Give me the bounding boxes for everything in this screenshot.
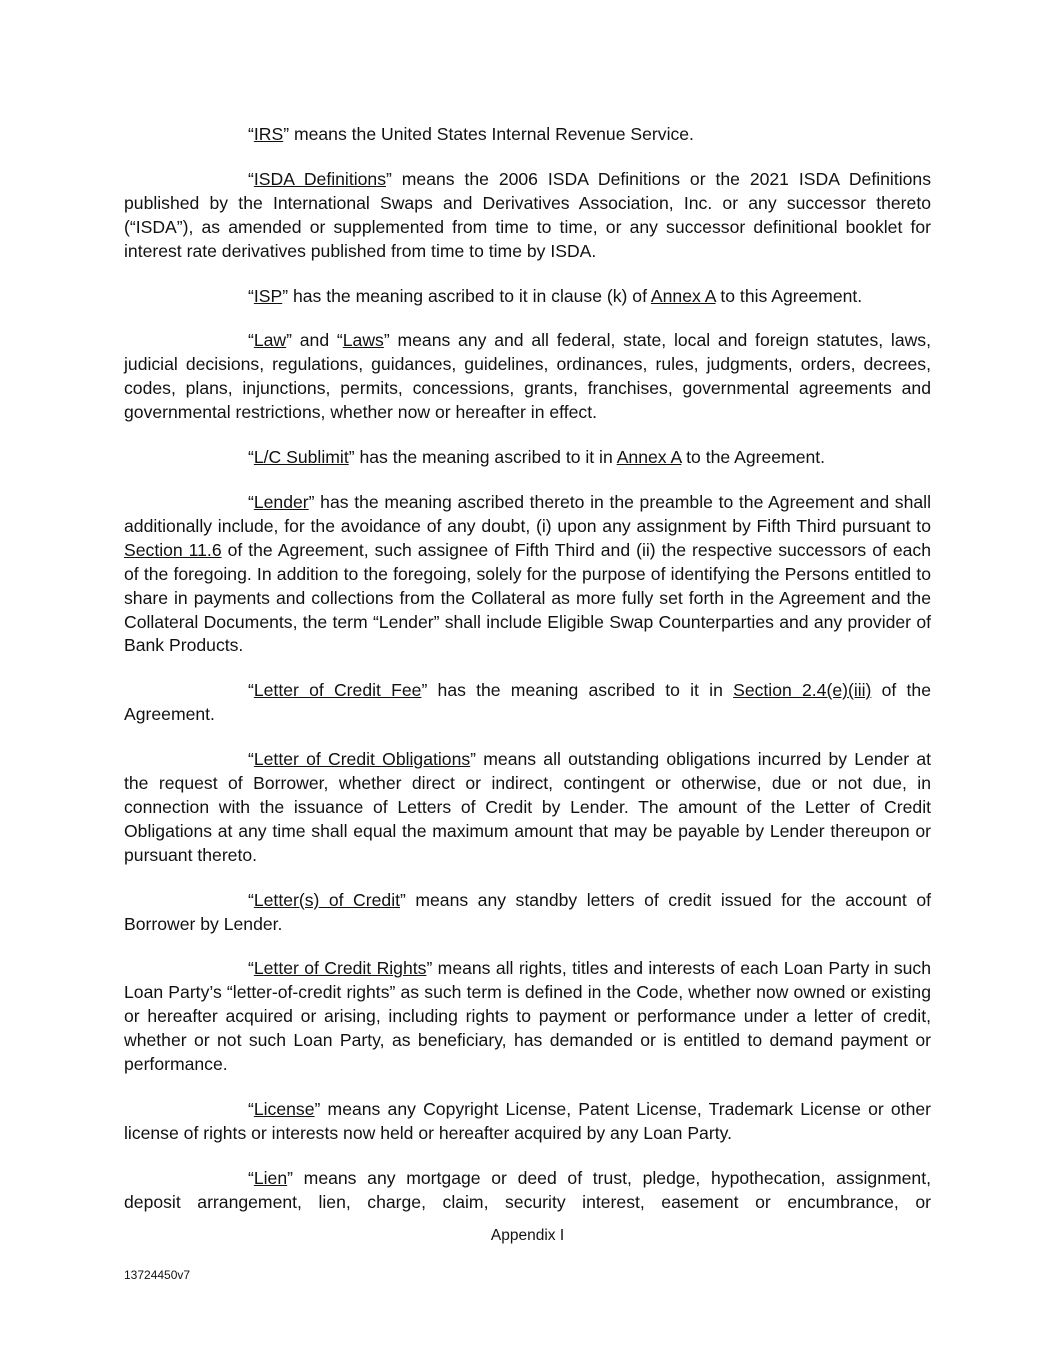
definition-lc-sublimit (124, 446, 931, 470)
definition-text: “ (248, 958, 254, 979)
definition-isda-definitions (124, 168, 931, 264)
definition-text: of the Agreement, such assignee of Fifth Third and (ii) the respective successors of each of the foregoing. In addition to the foregoing, solely for the purpose of identifying the Persons entitled to share in payments and collections from the Collateral as more fully set forth in the Agreement and the Collateral Documents, the term “Lender” shall include Eligible Swap Counterparties and any provider of Bank Products. (124, 539, 931, 656)
definition-text: ” means any standby letters of credit issued for the account of Borrower by Lender. (124, 889, 932, 934)
definition-letter-of-credit-rights (124, 957, 931, 1077)
definition-text: ” means any Copyright License, Patent License, Trademark License or other license of rights or interests now held or hereafter acquired by any Loan Party. (124, 1099, 931, 1143)
definition-isp (124, 285, 931, 309)
defined-term: ISDA Definitions (253, 168, 386, 189)
definition-license (124, 1098, 931, 1146)
definition-text: ” means all rights, titles and interests of each Loan Party in such Loan Party’s “letter-of-credit rights” as such term is defined in the Code, whether now owned or existing or hereafter acquired or arising, including rights to payment or performance under a letter of credit, whether or not such Loan Party, as beneficiary, has demanded or is entitled to demand payment or performance. (124, 958, 931, 1075)
defined-term: Law (253, 330, 287, 351)
defined-term: Letter of Credit Obligations (253, 749, 471, 770)
defined-term: Annex A (650, 285, 716, 306)
definition-text: “ (248, 330, 254, 351)
defined-term: License (253, 1099, 315, 1119)
definition-text: “ (248, 124, 254, 144)
defined-term: Lien (253, 1167, 288, 1188)
definition-text: “ (248, 168, 254, 189)
definition-text: “ (248, 491, 254, 512)
definition-text: “ (248, 749, 254, 770)
definition-text: “ (248, 680, 254, 701)
definition-law (124, 329, 931, 425)
definition-letter-of-credit-fee (124, 679, 931, 727)
definition-lender (124, 491, 931, 658)
definition-text: to this Agreement. (715, 285, 863, 306)
definition-text: ” has the meaning ascribed to it in (421, 680, 734, 701)
defined-term: Letter of Credit Fee (253, 680, 422, 701)
definition-text: ” means the 2006 ISDA Definitions or the 2021 ISDA Definitions published by the International Swaps and Derivatives Association, Inc. or any successor thereto (“ISDA”), as amended or supplemented from time to time, or any successor definitional booklet for interest rate derivatives published from time to time by ISDA. (124, 168, 931, 261)
defined-term: Laws (342, 330, 384, 351)
definition-text: “ (248, 1167, 254, 1188)
definition-text: “ (248, 889, 254, 910)
defined-term: Lender (253, 491, 309, 512)
definition-text: ” has the meaning ascribed to it in clause (k) of (282, 285, 651, 306)
definition-irs (124, 123, 931, 147)
defined-term: Section 11.6 (124, 539, 222, 560)
defined-term: Annex A (616, 447, 682, 468)
defined-term: ISP (253, 285, 283, 306)
defined-term: Letter(s) of Credit (253, 889, 400, 910)
definition-text: ” has the meaning ascribed thereto in the preamble to the Agreement and shall additionally include, for the avoidance of any doubt, (i) upon any assignment by Fifth Third pursuant to (124, 491, 931, 536)
defined-term: L/C Sublimit (253, 447, 349, 468)
defined-term: Section 2.4(e)(iii) (733, 680, 872, 701)
definition-text: ” and “ (286, 330, 343, 351)
definition-text: ” means the United States Internal Revenue Service. (283, 124, 694, 144)
definition-text: “ (248, 447, 254, 468)
defined-term: IRS (253, 124, 284, 144)
document-number: 13724450v7 (124, 1268, 191, 1282)
page-footer-label: Appendix I (490, 1227, 565, 1244)
definition-text: ” means all outstanding obligations incurred by Lender at the request of Borrower, whether direct or indirect, contingent or otherwise, due or not due, in connection with the issuance of Letters of Credit by Lender. The amount of the Letter of Credit Obligations at any time shall equal the maximum amount that may be payable by Lender thereupon or pursuant thereto. (124, 749, 931, 865)
definition-text: to the Agreement. (681, 447, 826, 468)
definition-text: of the Agreement. (124, 680, 931, 725)
defined-term: Letter of Credit Rights (253, 958, 427, 979)
definition-text: ” means any mortgage or deed of trust, pledge, hypothecation, assignment, deposit arrangement, lien, charge, claim, security interest, easement or encumbrance, or (124, 1167, 931, 1212)
definition-lien (124, 1167, 931, 1215)
definition-text: ” has the meaning ascribed to it in (348, 447, 617, 468)
definition-text: “ (248, 1099, 254, 1119)
definition-letter-of-credit-obligations (124, 748, 931, 868)
definition-letters-of-credit (124, 889, 931, 937)
definition-text: ” means any and all federal, state, local and foreign statutes, laws, judicial decisions, regulations, guidances, guidelines, ordinances, rules, judgments, orders, decrees, codes, plans, injunctions, permits, concessions, grants, franchises, governmental agreements and governmental restrictions, whether now or hereafter in effect. (124, 330, 931, 423)
definition-text: “ (248, 285, 254, 306)
definitions-body (124, 123, 931, 1236)
